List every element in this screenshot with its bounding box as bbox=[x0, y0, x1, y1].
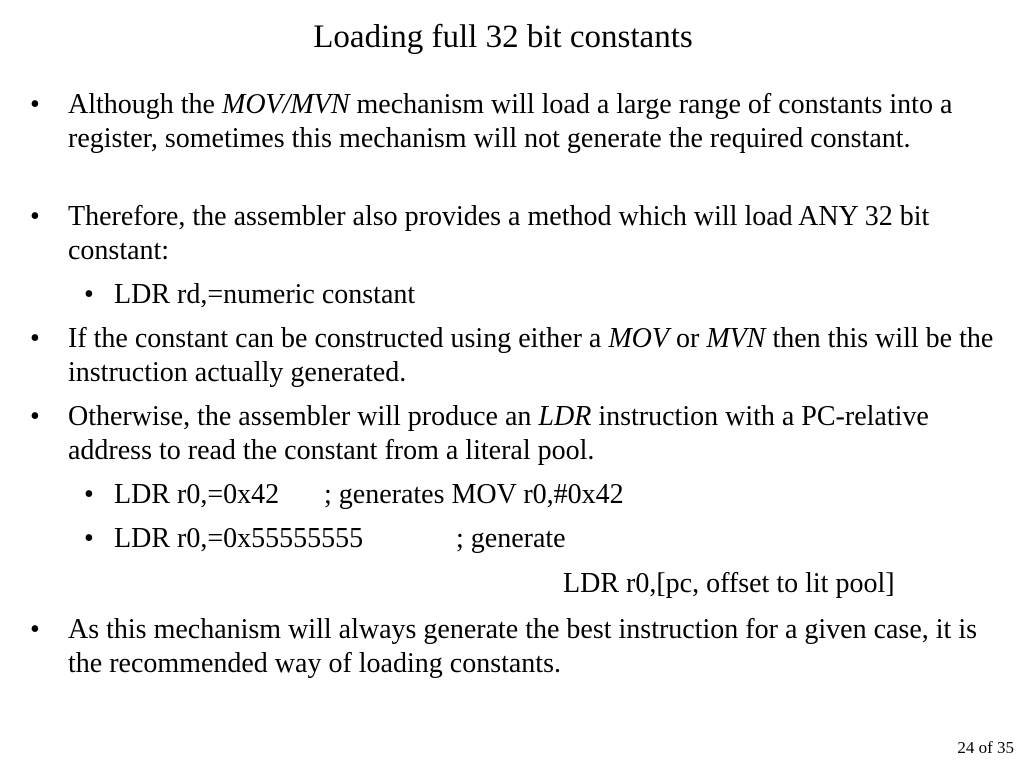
bullet-marker: • bbox=[30, 323, 40, 354]
bullet-ldr-literal-pool bbox=[30, 400, 1000, 468]
bullet-text: Therefore, the assembler also provides a method which will load ANY 32 bit constant: bbox=[68, 201, 930, 266]
code-comment: ; generate bbox=[456, 523, 566, 554]
sub-bullet-marker: • bbox=[84, 479, 94, 510]
text-run: Otherwise, the assembler will produce an bbox=[68, 401, 539, 432]
code-comment: ; generates MOV r0,#0x42 bbox=[324, 479, 624, 510]
sub-bullet-marker: • bbox=[84, 523, 94, 554]
code-comment-continuation: LDR r0,[pc, offset to lit pool] bbox=[563, 568, 895, 599]
bullet-text bbox=[68, 322, 1000, 390]
bullet-mov-mvn bbox=[30, 88, 1000, 156]
text-run: mechanism will load a large range of constants into a register, sometimes this mechanism will not generate the required constant. bbox=[68, 89, 953, 154]
bullet-text bbox=[68, 400, 1000, 468]
code-instruction: LDR r0,=0x42 bbox=[114, 479, 280, 510]
italic-term: MOV/MVN bbox=[222, 89, 350, 120]
text-run: instruction with a PC-relative address to read the constant from a literal pool. bbox=[68, 401, 929, 466]
bullet-recommended-way bbox=[30, 613, 1000, 681]
sub-bullet-example-mov bbox=[84, 478, 624, 512]
bullet-text: As this mechanism will always generate the best instruction for a given case, it is the recommended way of loading constants. bbox=[68, 614, 977, 679]
text-run: If the constant can be constructed using either a bbox=[68, 323, 609, 354]
italic-term: MOV bbox=[608, 323, 670, 354]
slide-title: Loading full 32 bit constants bbox=[313, 19, 693, 55]
bullet-marker: • bbox=[30, 89, 40, 120]
text-run: Although the bbox=[68, 89, 222, 120]
bullet-marker: • bbox=[30, 401, 40, 432]
text-run: then this will be the instruction actually generated. bbox=[68, 323, 994, 388]
bullet-mov-or-mvn bbox=[30, 322, 1000, 390]
sub-bullet-example-ldr bbox=[84, 522, 566, 556]
italic-term: LDR bbox=[538, 401, 592, 432]
bullet-any-constant bbox=[30, 200, 1000, 268]
sub-bullet-text: LDR rd,=numeric constant bbox=[114, 279, 416, 310]
bullet-marker: • bbox=[30, 614, 40, 645]
page-number: 24 of 35 bbox=[957, 738, 1014, 757]
code-instruction: LDR r0,=0x55555555 bbox=[114, 523, 364, 554]
bullet-text bbox=[68, 88, 1000, 156]
text-run: or bbox=[669, 323, 707, 354]
sub-bullet-ldr-syntax bbox=[84, 278, 415, 312]
bullet-marker: • bbox=[30, 201, 40, 232]
sub-bullet-marker: • bbox=[84, 279, 94, 310]
italic-term: MVN bbox=[706, 323, 766, 354]
